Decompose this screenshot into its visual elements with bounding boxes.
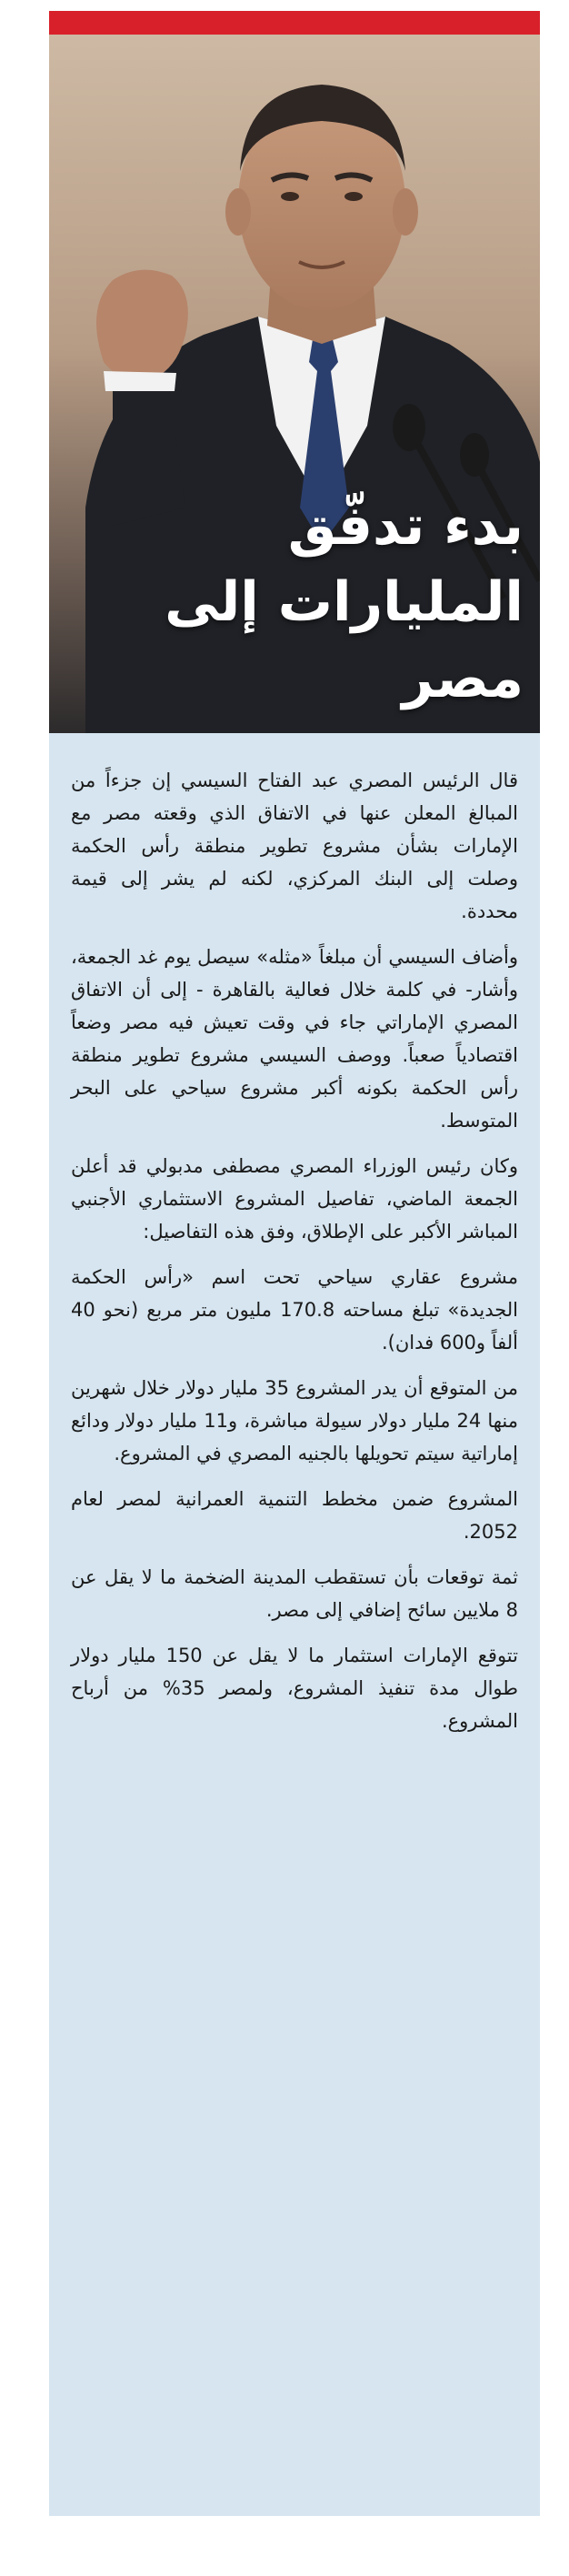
paragraph-8: تتوقع الإمارات استثمار ما لا يقل عن 150 مليار دولار طوال مدة تنفيذ المشروع، ولمصر 35% من أرباح المشروع. [71, 1645, 518, 1732]
headline [69, 488, 524, 717]
paragraph-5: من المتوقع أن يدر المشروع 35 مليار دولار خلال شهرين منها 24 مليار دولار سيولة مباشرة، و11 مليار دولار ودائع إماراتية سيتم تحويلها بالجنيه المصري في المشروع. [71, 1377, 519, 1464]
headline-line-2: المليارات إلى مصر [165, 570, 524, 710]
headline-line-1: بدء تدفّق [287, 494, 524, 558]
hero-photo [49, 35, 540, 733]
article-body [49, 733, 540, 2516]
paragraph-1: قال الرئيس المصري عبد الفتاح السيسي إن جزءاً من المبالغ المعلن عنها في الاتفاق الذي وقعته مصر مع الإمارات بشأن مشروع تطوير منطقة رأس الحكمة وصلت إلى البنك المركزي، لكنه لم يشر إلى قيمة محددة. [71, 770, 518, 922]
paragraph-7: ثمة توقعات بأن تستقطب المدينة الضخمة ما لا يقل عن 8 ملايين سائح إضافي إلى مصر. [71, 1566, 518, 1621]
paragraph-3: وكان رئيس الوزراء المصري مصطفى مدبولي قد أعلن الجمعة الماضي، تفاصيل المشروع الاستثماري الأجنبي المباشر الأكبر على الإطلاق، وفق هذه التفاصيل: [71, 1155, 518, 1243]
paragraph-2: وأضاف السيسي أن مبلغاً «مثله» سيصل يوم غد الجمعة، وأشار- في كلمة خلال فعالية بالقاهرة - إلى أن الاتفاق المصري الإماراتي جاء في وقت تعيش فيه مصر وضعاً اقتصادياً صعباً. ووصف السيسي مشروع تطوير منطقة رأس الحكمة بكونه أكبر مشروع سياحي على البحر المتوسط. [71, 946, 518, 1132]
paragraph-6: المشروع ضمن مخطط التنمية العمرانية لمصر لعام 2052. [71, 1488, 518, 1543]
paragraph-4: مشروع عقاري سياحي تحت اسم «رأس الحكمة الجديدة» تبلغ مساحته 170.8 مليون متر مربع (نحو 40 ألفاً و600 فدان). [71, 1266, 519, 1353]
red-header-bar [49, 11, 540, 35]
